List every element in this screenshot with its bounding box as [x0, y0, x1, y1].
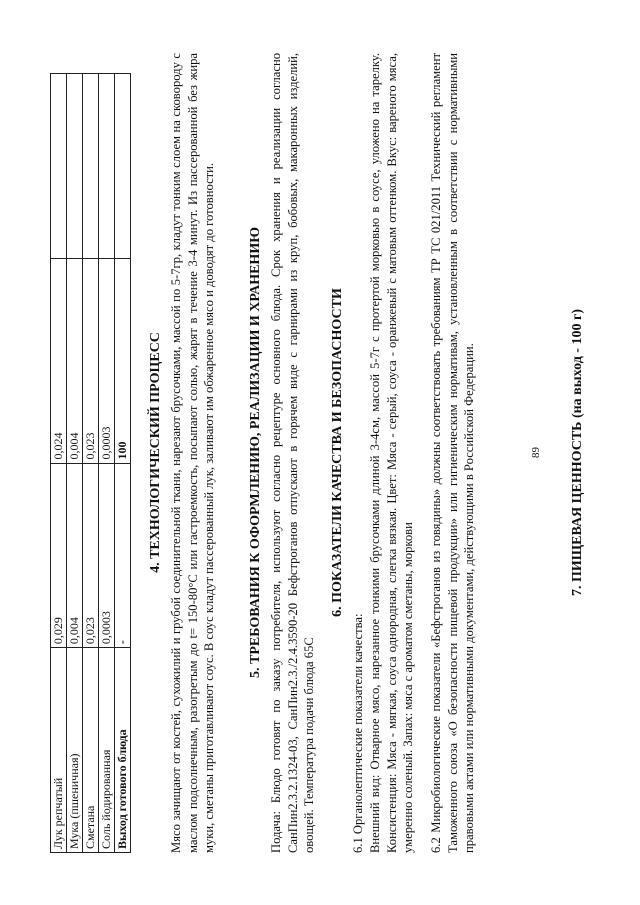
- quality-intro: 6.1 Органолептические показатели качества:: [351, 613, 365, 853]
- table-cell: [83, 74, 99, 259]
- quality-microbiological: 6.2 Микробиологические показатели «Бефстроганов из говядины» должны соответствовать требованиям ТР ТС 021/2011 Технический регламент Таможенного союза «О безопасности пищевой продукции» или гигиеническим нормативам, установленным в соответствии с нормативными правовыми актами или нормативными документами, действующими в Российской Федерации.: [429, 53, 476, 853]
- table-cell: -: [115, 463, 131, 648]
- table-cell: 0,004: [67, 463, 83, 648]
- table-cell: 100: [115, 258, 131, 463]
- table-cell: 0,023: [83, 463, 99, 648]
- table-row: [51, 74, 67, 853]
- table-cell: 0,029: [51, 463, 67, 648]
- table-cell: [115, 74, 131, 259]
- section-title-serving: 5. ТРЕБОВАНИЯ К ОФОРМЛЕНИЮ, РЕАЛИЗАЦИИ И ХРАНЕНИЮ: [248, 227, 263, 678]
- table-cell: [99, 74, 115, 259]
- table-row: [83, 74, 99, 853]
- table-cell: 0,024: [51, 258, 67, 463]
- recipe-table: [50, 73, 131, 853]
- table-cell: [67, 74, 83, 259]
- table-cell: 0,0003: [99, 258, 115, 463]
- table-row: [99, 74, 115, 853]
- table-cell: Соль йодированная: [99, 648, 115, 853]
- table-cell: Лук репчатый: [51, 648, 67, 853]
- table-cell: [51, 74, 67, 259]
- quality-organoleptic: Внешний вид: Отварное мясо, нарезанное тонкими брусочками длиной 3-4см, массой 5-7г с протертой морковью в соусе, уложено на тарелку. Консистенция: Мяса - мягкая, соуса однородная, слегка вязкая. Цвет: Мяса - серый, соуса - оранжевый с матовым оттенком. Вкус: вареного мяса, умеренно соленый. Запах: мяса с ароматом сметаны, моркови: [368, 53, 415, 853]
- section-title-nutrition: 7. ПИЩЕВАЯ ЦЕННОСТЬ (на выход - 100 г): [570, 309, 585, 596]
- table-cell: 0,023: [83, 258, 99, 463]
- section-title-tech: 4. ТЕХНОЛОГИЧЕСКИЙ ПРОЦЕСС: [148, 332, 163, 573]
- serving-paragraph: Подача: Блюдо готовят по заказу потребителя, используют согласно рецептуре основного блюда. Срок хранения и реализации согласно СанПин2.3.2.1324-03, СанПин2.3./2.4.3590-20 Бефстроганов отпускают в горячем виде с гарнирами из круп, бобовых, макаронных изделий, овощей. Температура подачи блюда 65С: [269, 53, 316, 853]
- page-number: 89: [530, 447, 542, 458]
- table-row-total: [115, 74, 131, 853]
- table-cell: Мука (пшеничная): [67, 648, 83, 853]
- table-cell: Выход готового блюда: [115, 648, 131, 853]
- table-cell: Сметана: [83, 648, 99, 853]
- table-cell: 0,0003: [99, 463, 115, 648]
- table-cell: 0,004: [67, 258, 83, 463]
- section-title-quality: 6. ПОКАЗАТЕЛИ КАЧЕСТВА И БЕЗОПАСНОСТИ: [330, 288, 345, 617]
- tech-paragraph: Мясо зачищают от костей, сухожилий и грубой соединительной ткани, нарезают брусочками, массой по 5-7гр, кладут тонким слоем на сковороду с маслом подсолнечным, разогретым до t= 150-80°С или гастроемкость, посыпают солью, жарят в течение 3-4 минут. Из пассерованной без жира муки, сметаны приготавливают соус. В соус кладут пассерованный лук, заливают им обжаренное мясо и доводят до готовности.: [169, 53, 216, 853]
- table-row: [67, 74, 83, 853]
